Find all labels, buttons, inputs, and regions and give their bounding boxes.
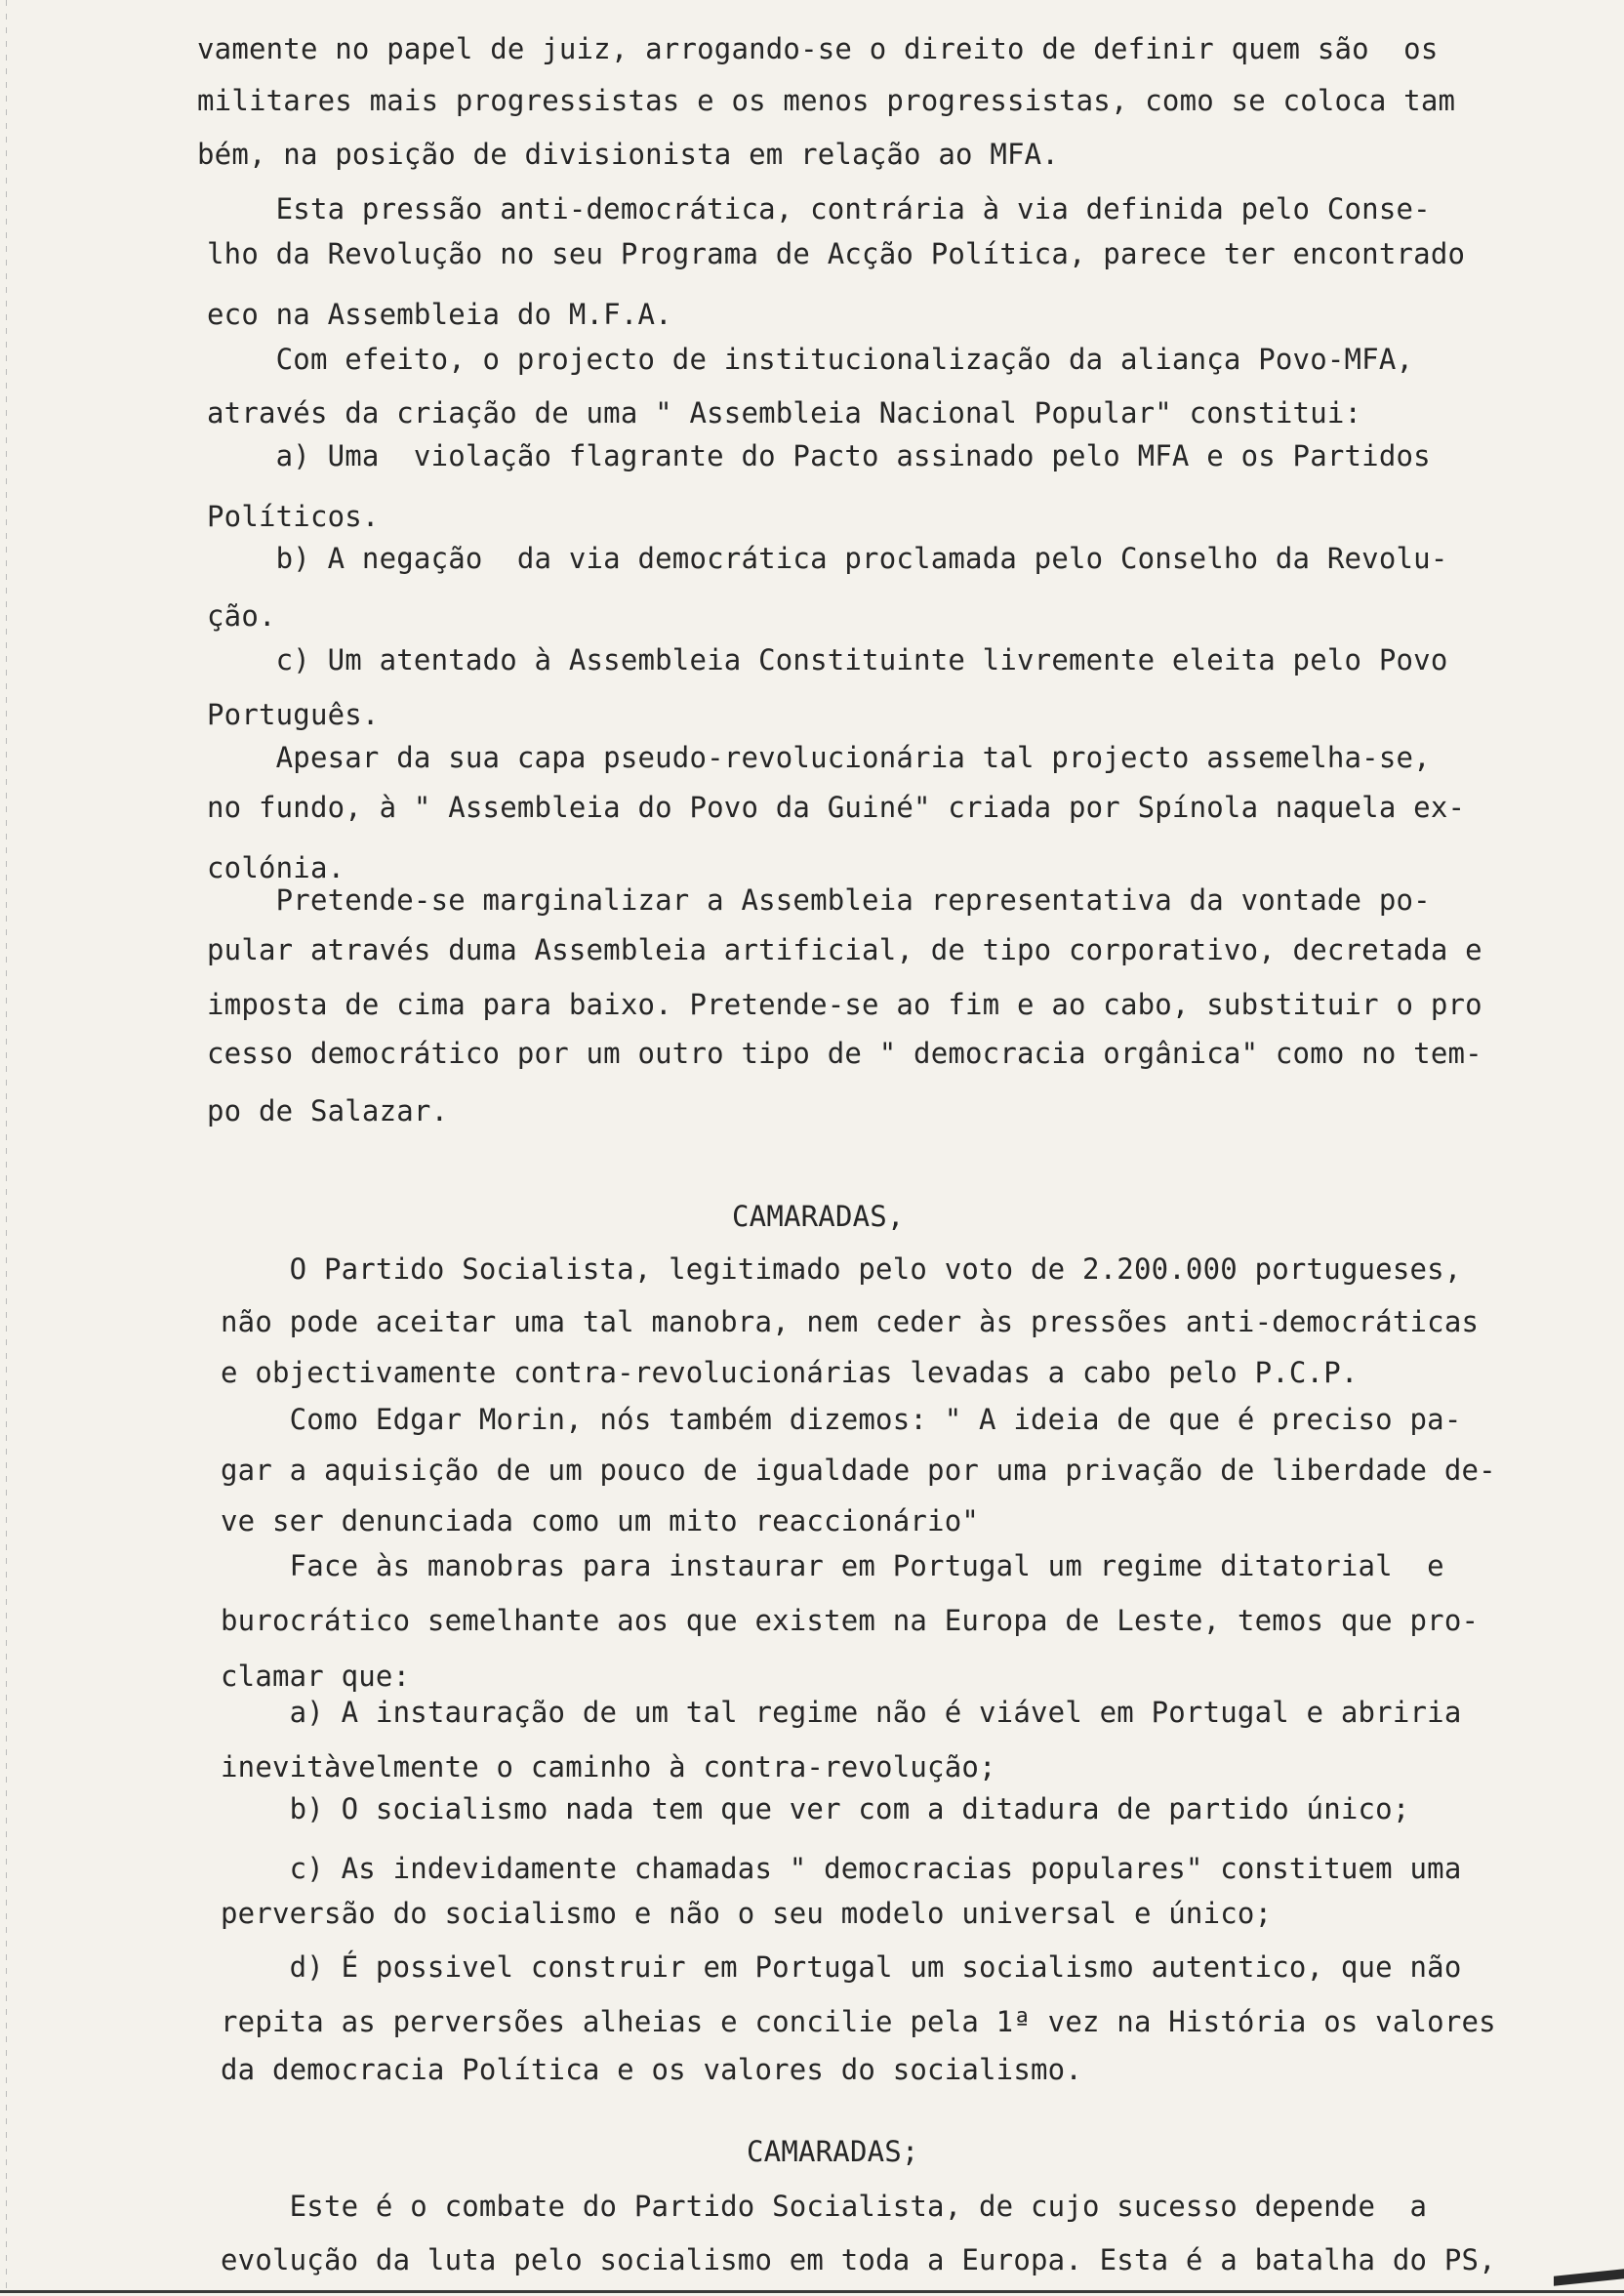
text-line: eco na Assembleia do M.F.A. [207, 298, 672, 331]
text-line: Este é o combate do Partido Socialista, de cujo sucesso depende a [221, 2190, 1428, 2223]
text-line: b) O socialismo nada tem que ver com a ditadura de partido único; [221, 1792, 1410, 1825]
text-line: c) Um atentado à Assembleia Constituinte livremente eleita pelo Povo [207, 643, 1448, 676]
section-heading: CAMARADAS, [732, 1200, 905, 1233]
section-heading: CAMARADAS; [747, 2135, 919, 2168]
text-line: d) É possivel construir em Portugal um socialismo autentico, que não [221, 1950, 1462, 1984]
text-line: clamar que: [221, 1660, 411, 1693]
text-line: evolução da luta pelo socialismo em toda a Europa. Esta é a batalha do PS, [221, 2243, 1496, 2276]
text-line: através da criação de uma " Assembleia Nacional Popular" constitui: [207, 396, 1362, 430]
text-line: cesso democrático por um outro tipo de " democracia orgânica" como no tem- [207, 1037, 1482, 1070]
text-line: perversão do socialismo e não o seu modelo universal e único; [221, 1897, 1273, 1930]
text-line: lho da Revolução no seu Programa de Acção Política, parece ter encontrado [207, 237, 1466, 270]
text-line: b) A negação da via democrática proclamada pelo Conselho da Revolu- [207, 542, 1448, 575]
text-line: burocrático semelhante aos que existem na Europa de Leste, temos que pro- [221, 1604, 1480, 1637]
text-line: Com efeito, o projecto de institucionalização da aliança Povo-MFA, [207, 343, 1414, 376]
text-line: militares mais progressistas e os menos progressistas, como se coloca tam [197, 84, 1456, 117]
text-line: Esta pressão anti-democrática, contrária à via definida pelo Conse- [207, 192, 1431, 226]
scan-corner-mark [1554, 2269, 1624, 2286]
text-line: imposta de cima para baixo. Pretende-se ao fim e ao cabo, substituir o pro [207, 988, 1482, 1021]
text-line: gar a aquisição de um pouco de igualdade por uma privação de liberdade de- [221, 1454, 1496, 1487]
page-bottom-edge [0, 2290, 1624, 2293]
text-line: no fundo, à " Assembleia do Povo da Guiné" criada por Spínola naquela ex- [207, 791, 1466, 824]
text-line: ve ser denunciada como um mito reaccionário" [221, 1504, 980, 1538]
text-line: colónia. [207, 851, 345, 884]
text-line: Português. [207, 698, 380, 731]
text-line: a) Uma violação flagrante do Pacto assinado pelo MFA e os Partidos [207, 439, 1431, 472]
text-line: bém, na posição de divisionista em relação ao MFA. [197, 138, 1059, 171]
text-line: c) As indevidamente chamadas " democracias populares" constituem uma [221, 1852, 1462, 1885]
text-line: Como Edgar Morin, nós também dizemos: " A ideia de que é preciso pa- [221, 1403, 1462, 1436]
text-line: repita as perversões alheias e concilie pela 1ª vez na História os valores [221, 2005, 1496, 2038]
scan-edge-line [6, 0, 7, 2296]
text-line: vamente no papel de juiz, arrogando-se o direito de definir quem são os [197, 32, 1439, 65]
text-line: ção. [207, 599, 276, 633]
text-line: Face às manobras para instaurar em Portugal um regime ditatorial e [221, 1549, 1444, 1582]
text-line: inevitàvelmente o caminho à contra-revolução; [221, 1750, 996, 1784]
text-line: O Partido Socialista, legitimado pelo voto de 2.200.000 portugueses, [221, 1252, 1462, 1286]
text-line: Políticos. [207, 500, 380, 533]
text-line: po de Salazar. [207, 1094, 449, 1128]
text-line: a) A instauração de um tal regime não é viável em Portugal e abriria [221, 1696, 1462, 1729]
text-line: e objectivamente contra-revolucionárias levadas a cabo pelo P.C.P. [221, 1356, 1359, 1389]
text-line: da democracia Política e os valores do socialismo. [221, 2053, 1082, 2086]
text-line: Pretende-se marginalizar a Assembleia representativa da vontade po- [207, 883, 1431, 917]
text-line: Apesar da sua capa pseudo-revolucionária tal projecto assemelha-se, [207, 741, 1431, 774]
text-line: pular através duma Assembleia artificial, de tipo corporativo, decretada e [207, 933, 1482, 966]
text-line: não pode aceitar uma tal manobra, nem ceder às pressões anti-democráticas [221, 1305, 1480, 1338]
